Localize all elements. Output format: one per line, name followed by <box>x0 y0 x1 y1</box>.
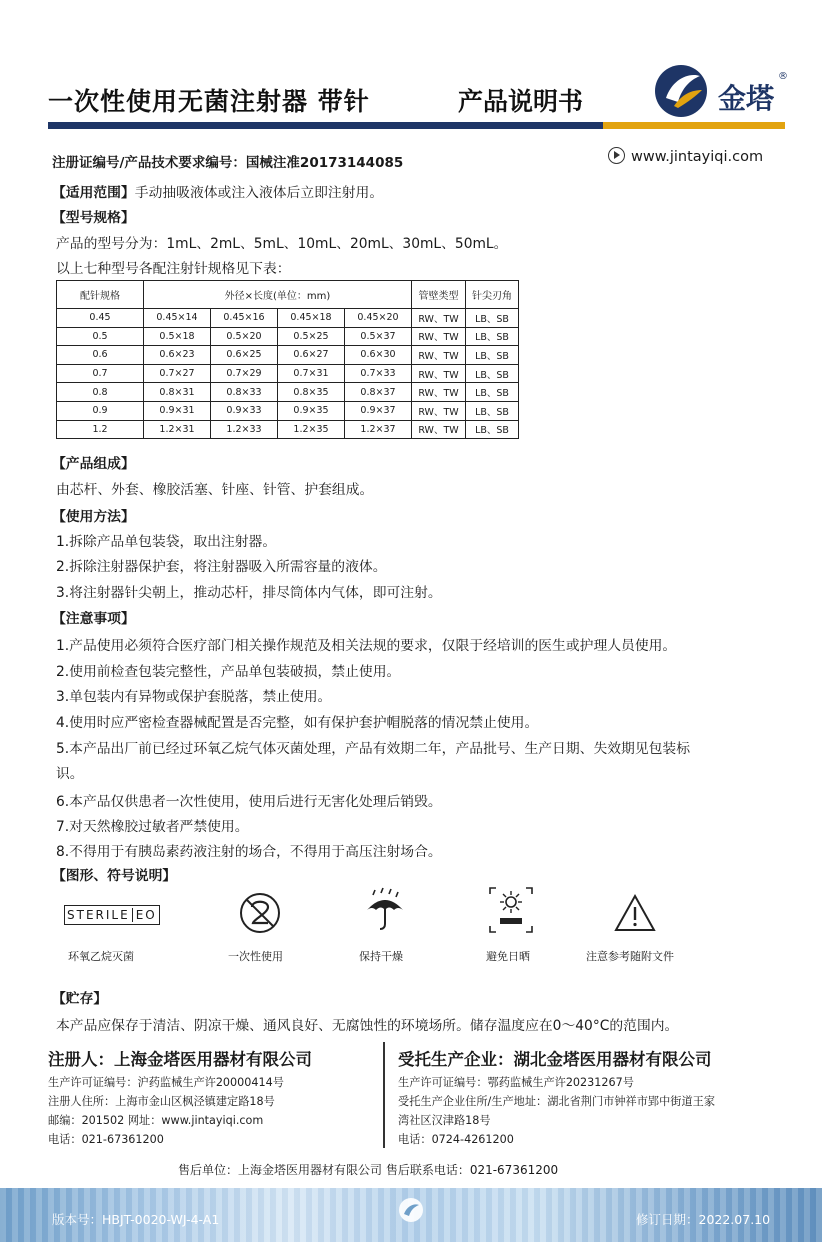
storage-heading: 【贮存】 <box>52 991 108 1007</box>
symbol-label: 保持干燥 <box>359 950 403 963</box>
table-cell: 0.7 <box>57 364 144 383</box>
table-cell: 1.2 <box>57 420 144 439</box>
manufacturer-license: 生产许可证编号：鄂药监械生产许20231267号 <box>398 1076 634 1089</box>
models-line1: 产品的型号分为：1mL、2mL、5mL、10mL、20mL、30mL、50mL。 <box>56 236 508 252</box>
version-number: 版本号：HBJT-0020-WJ-4-A1 <box>52 1212 220 1227</box>
table-cell: 0.5×25 <box>278 327 345 346</box>
company-divider <box>383 1042 385 1148</box>
table-row <box>57 420 519 439</box>
table-row <box>57 346 519 365</box>
note-item: 1.产品使用必须符合医疗部门相关操作规范及相关法规的要求，仅限于经培训的医生或护理人员使用。 <box>56 638 677 654</box>
header-rule-blue <box>48 122 603 129</box>
note-item: 4.使用时应严密检查器械配置是否完整，如有保护套护帽脱落的情况禁止使用。 <box>56 715 539 731</box>
scope-line <box>52 181 383 201</box>
composition-text: 由芯杆、外套、橡胶活塞、针座、针管、护套组成。 <box>56 482 374 498</box>
composition-heading: 【产品组成】 <box>52 456 135 472</box>
table-cell: LB、SB <box>466 364 519 383</box>
table-cell: 0.45 <box>57 309 144 328</box>
after-sales-info: 售后单位：上海金塔医用器材有限公司 售后联系电话：021-67361200 <box>178 1163 559 1177</box>
table-cell: 0.9 <box>57 401 144 420</box>
table-cell: 0.9×33 <box>211 401 278 420</box>
table-cell: LB、SB <box>466 420 519 439</box>
symbols-heading: 【图形、符号说明】 <box>52 868 177 884</box>
table-cell: 0.7×27 <box>144 364 211 383</box>
table-cell: 0.7×29 <box>211 364 278 383</box>
needle-spec-table <box>56 280 519 439</box>
website-url[interactable]: www.jintayiqi.com <box>631 149 764 165</box>
registrant-phone: 电话：021-67361200 <box>48 1133 164 1146</box>
registration-number: 注册证编号/产品技术要求编号：国械注准20173144085 <box>52 155 404 171</box>
models-heading: 【型号规格】 <box>52 210 135 226</box>
document-type: 产品说明书 <box>458 87 584 116</box>
sterile-text: STERILE <box>67 908 130 922</box>
table-cell: 0.5×18 <box>144 327 211 346</box>
symbol-label: 一次性使用 <box>228 950 283 963</box>
registrant-license: 生产许可证编号：沪药监械生产许20000414号 <box>48 1076 284 1089</box>
caution-icon <box>613 893 657 933</box>
table-cell: LB、SB <box>466 383 519 402</box>
manufacturer-phone: 电话：0724-4261200 <box>398 1133 514 1146</box>
note-item: 8.不得用于有胰岛素药液注射的场合，不得用于高压注射场合。 <box>56 844 442 860</box>
brand-name: 金塔 <box>718 82 775 115</box>
table-cell: 0.8×33 <box>211 383 278 402</box>
revision-date: 修订日期：2022.07.10 <box>636 1212 771 1227</box>
manufacturer-address-cont: 湾社区汉津路18号 <box>398 1114 491 1127</box>
symbol-label: 环氧乙烷灭菌 <box>68 950 134 963</box>
table-cell: LB、SB <box>466 401 519 420</box>
registrant-zip-web: 邮编：201502 网址：www.jintayiqi.com <box>48 1114 264 1127</box>
table-cell: 0.8 <box>57 383 144 402</box>
table-cell: RW、TW <box>412 364 466 383</box>
usage-step: 3.将注射器针尖朝上，推动芯杆，排尽筒体内气体，即可注射。 <box>56 585 442 601</box>
keep-dry-icon <box>363 886 407 936</box>
table-cell: 0.45×14 <box>144 309 211 328</box>
table-header-row <box>57 281 519 309</box>
note-item: 2.使用前检查包装完整性，产品单包装破损，禁止使用。 <box>56 664 401 680</box>
table-cell: 0.8×35 <box>278 383 345 402</box>
table-cell: 0.6×23 <box>144 346 211 365</box>
table-cell: 0.45×18 <box>278 309 345 328</box>
table-cell: 0.45×16 <box>211 309 278 328</box>
symbol-label: 避免日晒 <box>486 950 530 963</box>
table-header-cell: 针尖刃角 <box>466 281 519 309</box>
table-cell: 0.5×20 <box>211 327 278 346</box>
table-cell: 1.2×33 <box>211 420 278 439</box>
note-item: 识。 <box>56 766 84 782</box>
header-rule-gold <box>603 122 785 129</box>
table-cell: 1.2×31 <box>144 420 211 439</box>
note-item: 5.本产品出厂前已经过环氧乙烷气体灭菌处理，产品有效期二年，产品批号、生产日期、失效期见包装标 <box>56 741 691 757</box>
table-cell: RW、TW <box>412 309 466 328</box>
table-header-cell: 管壁类型 <box>412 281 466 309</box>
document-title: 一次性使用无菌注射器 带针 <box>48 87 370 116</box>
keep-from-sunlight-icon <box>488 886 534 934</box>
eo-text: EO <box>132 908 157 922</box>
table-row <box>57 383 519 402</box>
table-cell: LB、SB <box>466 346 519 365</box>
table-cell: 0.6×30 <box>345 346 412 365</box>
table-row <box>57 327 519 346</box>
notes-heading: 【注意事项】 <box>52 611 135 627</box>
website[interactable] <box>608 147 763 165</box>
table-cell: RW、TW <box>412 346 466 365</box>
table-header-cell: 外径×长度(单位：mm) <box>144 281 412 309</box>
table-cell: 0.5 <box>57 327 144 346</box>
table-cell: 0.6×25 <box>211 346 278 365</box>
note-item: 3.单包装内有异物或保护套脱落，禁止使用。 <box>56 689 332 705</box>
usage-heading: 【使用方法】 <box>52 509 135 525</box>
table-cell: 0.8×31 <box>144 383 211 402</box>
table-header-cell: 配针规格 <box>57 281 144 309</box>
table-cell: 0.6 <box>57 346 144 365</box>
table-row <box>57 401 519 420</box>
table-cell: 0.9×35 <box>278 401 345 420</box>
table-cell: 0.9×37 <box>345 401 412 420</box>
note-item: 7.对天然橡胶过敏者严禁使用。 <box>56 819 249 835</box>
registrant-title: 注册人：上海金塔医用器材有限公司 <box>48 1050 312 1069</box>
footer-logo-icon <box>397 1196 425 1224</box>
table-cell: 0.9×31 <box>144 401 211 420</box>
manufacturer-address: 受托生产企业住所/生产地址：湖北省荆门市钟祥市郢中街道王家 <box>398 1095 716 1108</box>
table-cell: RW、TW <box>412 420 466 439</box>
scope-text: 手动抽吸液体或注入液体后立即注射用。 <box>134 185 384 201</box>
registered-mark: ® <box>778 71 788 82</box>
table-cell: 0.5×37 <box>345 327 412 346</box>
models-line2: 以上七种型号各配注射针规格见下表： <box>56 261 291 277</box>
table-cell: 0.7×31 <box>278 364 345 383</box>
table-cell: LB、SB <box>466 309 519 328</box>
table-row <box>57 364 519 383</box>
scope-label: 【适用范围】 <box>52 185 135 201</box>
table-cell: 0.6×27 <box>278 346 345 365</box>
play-icon <box>608 147 625 164</box>
table-row <box>57 309 519 328</box>
usage-step: 1.拆除产品单包装袋，取出注射器。 <box>56 534 277 550</box>
storage-text: 本产品应保存于清洁、阴凉干燥、通风良好、无腐蚀性的环境场所。储存温度应在0～40°C的范围内。 <box>56 1018 679 1034</box>
table-cell: 0.7×33 <box>345 364 412 383</box>
symbol-label: 注意参考随附文件 <box>586 950 674 963</box>
note-item: 6.本产品仅供患者一次性使用，使用后进行无害化处理后销毁。 <box>56 794 442 810</box>
table-cell: RW、TW <box>412 327 466 346</box>
table-cell: 1.2×37 <box>345 420 412 439</box>
table-cell: RW、TW <box>412 401 466 420</box>
manufacturer-title: 受托生产企业：湖北金塔医用器材有限公司 <box>398 1050 712 1069</box>
table-cell: RW、TW <box>412 383 466 402</box>
usage-step: 2.拆除注射器保护套，将注射器吸入所需容量的液体。 <box>56 559 387 575</box>
table-cell: LB、SB <box>466 327 519 346</box>
table-cell: 1.2×35 <box>278 420 345 439</box>
table-cell: 0.45×20 <box>345 309 412 328</box>
registrant-address: 注册人住所：上海市金山区枫泾镇建定路18号 <box>48 1095 275 1108</box>
table-cell: 0.8×37 <box>345 383 412 402</box>
sterile-eo-icon <box>64 905 160 925</box>
single-use-icon <box>238 891 282 935</box>
